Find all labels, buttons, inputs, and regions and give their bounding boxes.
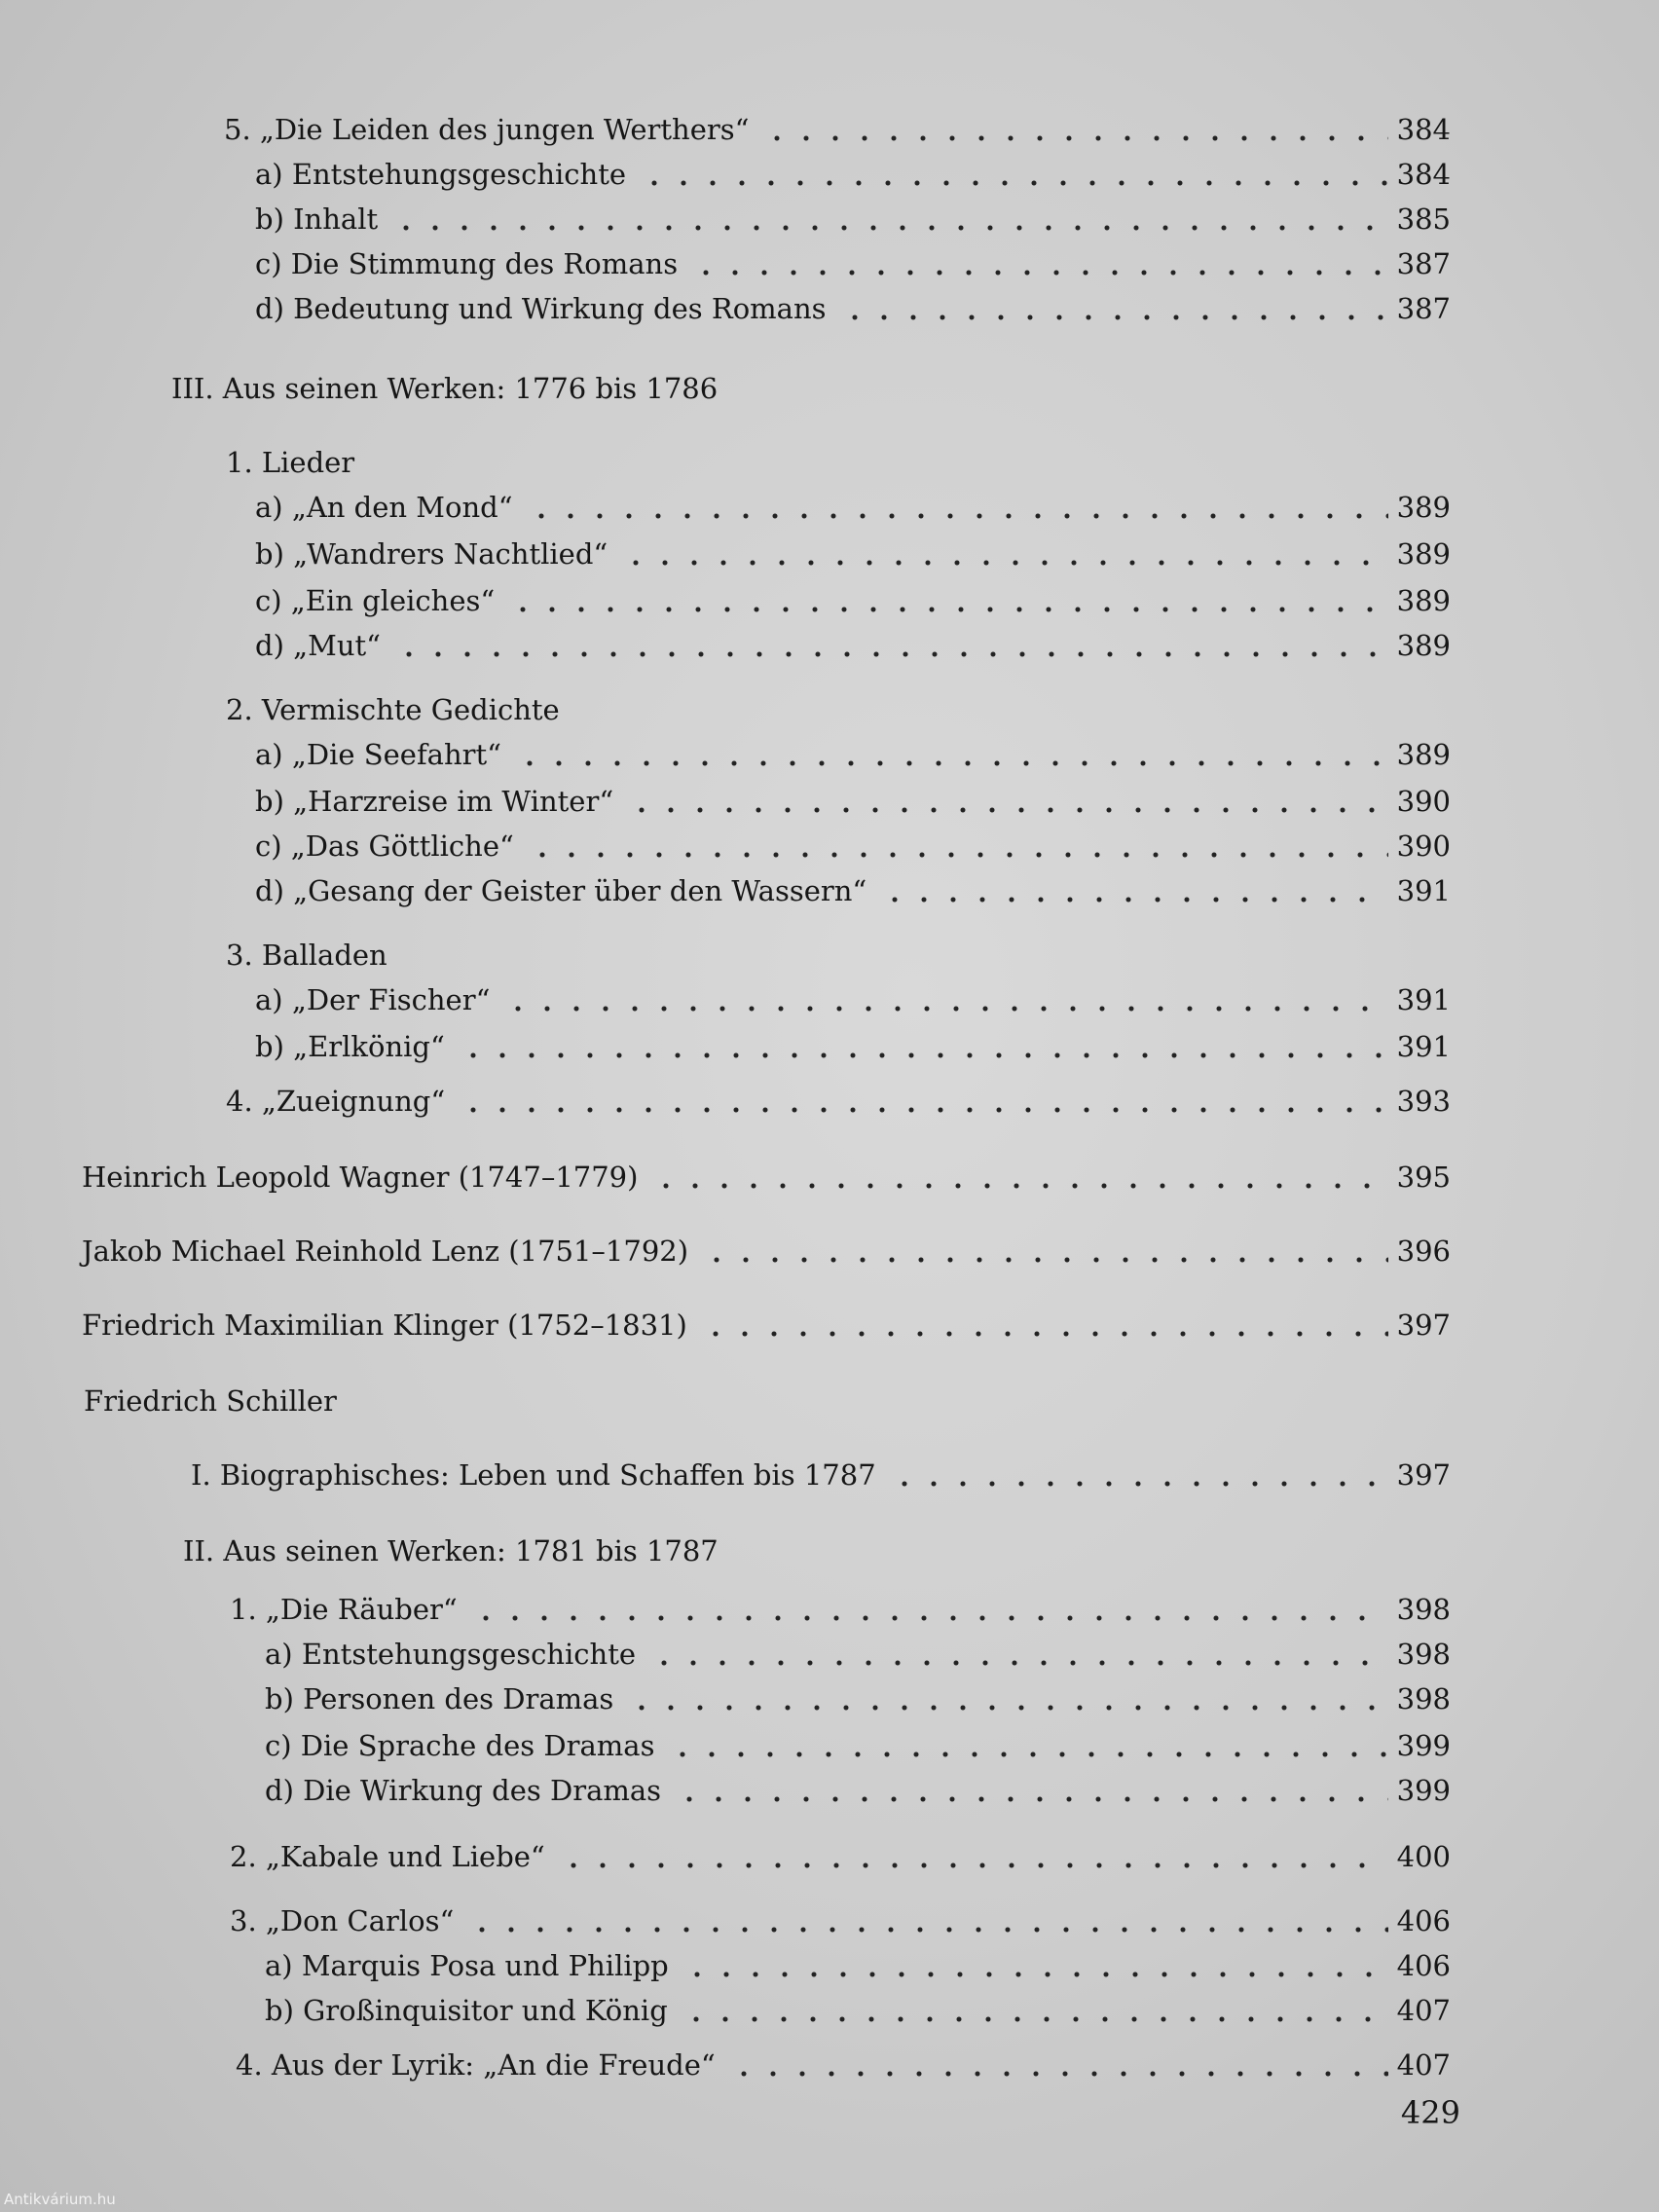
dot-leader bbox=[621, 559, 1388, 567]
toc-entry bbox=[230, 1828, 1451, 1875]
entry-page: 391 bbox=[1396, 983, 1451, 1016]
toc-entry bbox=[255, 818, 1451, 865]
entry-page: 397 bbox=[1396, 1458, 1451, 1492]
entry-label: 2. Vermischte Gedichte bbox=[226, 693, 560, 726]
entry-page: 390 bbox=[1396, 830, 1451, 863]
entry-label: I. Biographisches: Leben und Schaffen bis 1787 bbox=[191, 1458, 876, 1492]
toc-entry bbox=[226, 1073, 1451, 1120]
entry-page: 398 bbox=[1396, 1593, 1451, 1626]
entry-page: 391 bbox=[1396, 874, 1451, 907]
entry-label: d) „Gesang der Geister über den Wassern“ bbox=[255, 874, 867, 907]
toc-entry bbox=[265, 1982, 1451, 2029]
entry-page: 396 bbox=[1396, 1235, 1451, 1268]
toc-entry bbox=[265, 1937, 1451, 1984]
dot-leader bbox=[527, 512, 1388, 520]
toc-entry bbox=[255, 726, 1451, 773]
toc-entry bbox=[236, 2037, 1451, 2083]
toc-entry bbox=[255, 236, 1451, 282]
dot-leader bbox=[762, 134, 1388, 142]
toc-entry bbox=[82, 1223, 1451, 1270]
toc-entry bbox=[265, 1626, 1451, 1673]
dot-leader bbox=[627, 1704, 1388, 1712]
entry-page: 384 bbox=[1396, 158, 1451, 191]
entry-page: 389 bbox=[1396, 629, 1451, 662]
dot-leader bbox=[729, 2070, 1388, 2078]
entry-label: a) „Der Fischer“ bbox=[255, 983, 491, 1016]
entry-page: 389 bbox=[1396, 584, 1451, 617]
toc-entry bbox=[255, 526, 1451, 572]
watermark: Antikvárium.hu bbox=[4, 2191, 116, 2208]
section-heading bbox=[183, 1523, 1451, 1569]
toc-entry bbox=[265, 1671, 1451, 1717]
entry-page: 389 bbox=[1396, 537, 1451, 571]
dot-leader bbox=[394, 650, 1388, 658]
entry-page: 399 bbox=[1396, 1774, 1451, 1807]
entry-page: 390 bbox=[1396, 785, 1451, 818]
dot-leader bbox=[702, 1256, 1388, 1264]
entry-label: 5. „Die Leiden des jungen Werthers“ bbox=[224, 113, 750, 146]
dot-leader bbox=[890, 1480, 1388, 1488]
page-number: 429 bbox=[1400, 2094, 1460, 2131]
entry-page: 406 bbox=[1396, 1949, 1451, 1982]
section-heading bbox=[171, 360, 1451, 407]
dot-leader bbox=[640, 179, 1388, 187]
dot-leader bbox=[515, 759, 1388, 767]
entry-label: c) Die Stimmung des Romans bbox=[255, 247, 679, 280]
entry-label: b) Personen des Dramas bbox=[265, 1682, 614, 1715]
toc-entry bbox=[255, 191, 1451, 238]
entry-label: Heinrich Leopold Wagner (1747–1779) bbox=[82, 1161, 639, 1194]
entry-label: d) Bedeutung und Wirkung des Romans bbox=[255, 292, 827, 325]
entry-page: 384 bbox=[1396, 113, 1451, 146]
entry-page: 387 bbox=[1396, 247, 1451, 280]
entry-page: 391 bbox=[1396, 1030, 1451, 1063]
entry-label: Friedrich Maximilian Klinger (1752–1831) bbox=[82, 1309, 687, 1342]
entry-page: 406 bbox=[1396, 1904, 1451, 1937]
entry-page: 393 bbox=[1396, 1085, 1451, 1118]
entry-label: 4. „Zueignung“ bbox=[226, 1085, 446, 1118]
dot-leader bbox=[701, 1330, 1388, 1338]
toc-entry bbox=[265, 1762, 1451, 1809]
toc-entry bbox=[255, 773, 1451, 820]
dot-leader bbox=[508, 606, 1388, 613]
entry-page: 387 bbox=[1396, 292, 1451, 325]
toc-entry bbox=[191, 1447, 1451, 1493]
entry-label: d) „Mut“ bbox=[255, 629, 381, 662]
toc-entry bbox=[255, 572, 1451, 619]
toc-entry bbox=[230, 1581, 1451, 1628]
toc-entry bbox=[255, 863, 1451, 909]
entry-label: 1. Lieder bbox=[226, 446, 355, 479]
entry-label: III. Aus seinen Werken: 1776 bis 1786 bbox=[171, 372, 719, 405]
section-heading bbox=[84, 1373, 1451, 1419]
dot-leader bbox=[691, 269, 1388, 276]
entry-page: 398 bbox=[1396, 1638, 1451, 1671]
entry-label: a) „An den Mond“ bbox=[255, 491, 513, 524]
entry-page: 389 bbox=[1396, 491, 1451, 524]
dot-leader bbox=[528, 851, 1388, 859]
entry-label: Jakob Michael Reinhold Lenz (1751–1792) bbox=[82, 1235, 689, 1268]
dot-leader bbox=[471, 1614, 1388, 1622]
entry-label: c) Die Sprache des Dramas bbox=[265, 1729, 655, 1762]
entry-label: b) „Wandrers Nachtlied“ bbox=[255, 537, 608, 571]
dot-leader bbox=[467, 1926, 1388, 1934]
dot-leader bbox=[627, 806, 1388, 814]
entry-page: 397 bbox=[1396, 1309, 1451, 1342]
dot-leader bbox=[840, 313, 1388, 321]
entry-page: 389 bbox=[1396, 738, 1451, 771]
toc-entry bbox=[255, 972, 1451, 1018]
entry-page: 398 bbox=[1396, 1682, 1451, 1715]
dot-leader bbox=[880, 896, 1388, 903]
dot-leader bbox=[682, 1971, 1388, 1978]
entry-label: a) Entstehungsgeschichte bbox=[255, 158, 627, 191]
entry-label: Friedrich Schiller bbox=[84, 1384, 337, 1418]
entry-label: a) Entstehungsgeschichte bbox=[265, 1638, 637, 1671]
dot-leader bbox=[682, 2015, 1388, 2023]
dot-leader bbox=[391, 224, 1388, 232]
entry-page: 407 bbox=[1396, 1994, 1451, 2027]
entry-label: b) „Harzreise im Winter“ bbox=[255, 785, 614, 818]
entry-label: 1. „Die Räuber“ bbox=[230, 1593, 458, 1626]
dot-leader bbox=[649, 1659, 1388, 1667]
entry-label: b) Großinquisitor und König bbox=[265, 1994, 668, 2027]
toc-entry bbox=[82, 1297, 1451, 1344]
toc-entry bbox=[224, 101, 1451, 148]
entry-label: b) „Erlkönig“ bbox=[255, 1030, 445, 1063]
toc-entry bbox=[255, 479, 1451, 526]
entry-label: II. Aus seinen Werken: 1781 bis 1787 bbox=[183, 1534, 719, 1567]
entry-label: 2. „Kabale und Liebe“ bbox=[230, 1840, 545, 1873]
entry-label: c) „Das Göttliche“ bbox=[255, 830, 514, 863]
dot-leader bbox=[503, 1005, 1388, 1013]
dot-leader bbox=[459, 1106, 1388, 1114]
dot-leader bbox=[668, 1751, 1388, 1758]
dot-leader bbox=[675, 1795, 1388, 1803]
entry-label: a) Marquis Posa und Philipp bbox=[265, 1949, 669, 1982]
subsection-heading bbox=[226, 434, 1451, 481]
toc-entry bbox=[255, 280, 1451, 327]
entry-page: 399 bbox=[1396, 1729, 1451, 1762]
entry-label: d) Die Wirkung des Dramas bbox=[265, 1774, 662, 1807]
dot-leader bbox=[559, 1862, 1388, 1869]
entry-page: 407 bbox=[1396, 2048, 1451, 2082]
entry-label: b) Inhalt bbox=[255, 203, 379, 236]
entry-page: 385 bbox=[1396, 203, 1451, 236]
toc-entry bbox=[255, 1018, 1451, 1065]
dot-leader bbox=[459, 1051, 1388, 1059]
entry-label: 3. Balladen bbox=[226, 939, 387, 972]
dot-leader bbox=[651, 1182, 1388, 1190]
subsection-heading bbox=[226, 927, 1451, 974]
entry-page: 400 bbox=[1396, 1840, 1451, 1873]
entry-label: c) „Ein gleiches“ bbox=[255, 584, 496, 617]
entry-label: 3. „Don Carlos“ bbox=[230, 1904, 455, 1937]
toc-entry bbox=[255, 146, 1451, 193]
toc-entry bbox=[230, 1893, 1451, 1939]
subsection-heading bbox=[226, 682, 1451, 728]
toc-entry bbox=[82, 1149, 1451, 1196]
entry-label: a) „Die Seefahrt“ bbox=[255, 738, 501, 771]
toc-entry bbox=[255, 617, 1451, 664]
entry-label: 4. Aus der Lyrik: „An die Freude“ bbox=[236, 2048, 716, 2082]
entry-page: 395 bbox=[1396, 1161, 1451, 1194]
toc-entry bbox=[265, 1717, 1451, 1764]
